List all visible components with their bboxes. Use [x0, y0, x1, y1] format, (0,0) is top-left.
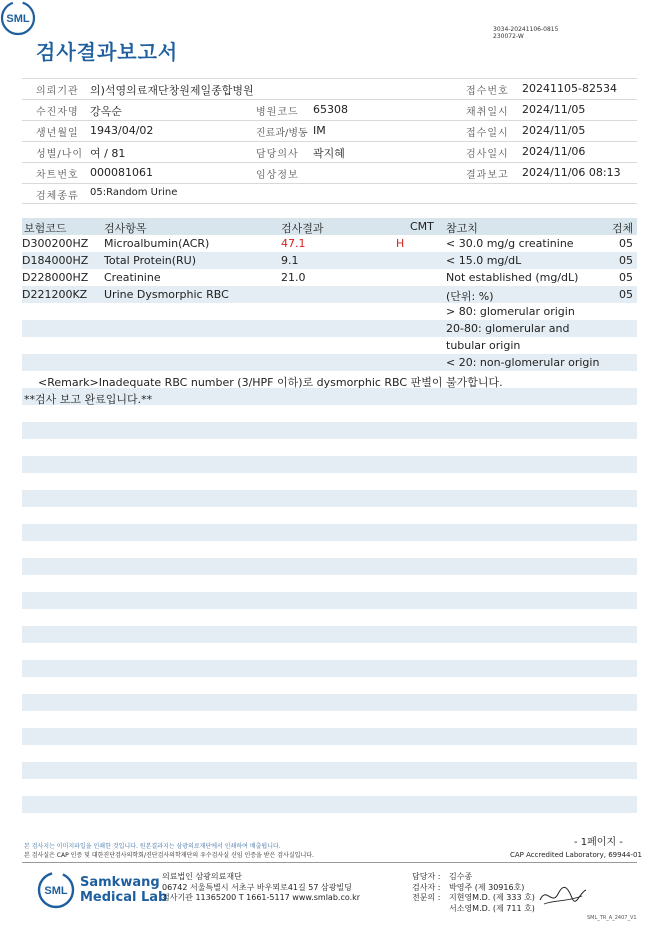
info-row-institution: 의뢰기관 의)석영의료재단창원제일종합병원 접수번호 20241105-82534 [36, 82, 617, 97]
table-row: D300200HZ Microalbumin(ACR) 47.1 H < 30.0 mg/g creatinine 05 [22, 237, 633, 250]
info-row-chart: 차트번호 000081061 임상정보 결과보고 2024/11/06 08:13 [36, 166, 621, 181]
cap-accreditation: CAP Accredited Laboratory, 69944-01 [510, 851, 642, 859]
reference-note: > 80: glomerular origin [446, 305, 575, 318]
patient-value: 강옥순 [90, 105, 122, 118]
print-notice: 본 검사지는 이미지파일을 인쇄한 것입니다. 원본결과지는 삼광의료재단에서 인쇄하여 배출됩니다. [24, 843, 281, 850]
remark-text: <Remark>Inadequate RBC number (3/HPF 이하)로 dysmorphic RBC 판별이 불가합니다. [38, 376, 503, 389]
collection-date-value: 2024/11/05 [522, 103, 586, 116]
svg-text:SML: SML [6, 13, 30, 25]
result-value-high: 47.1 [281, 237, 306, 250]
tested-date-value: 2024/11/06 [522, 145, 586, 158]
info-row-birth: 생년월일 1943/04/02 진료과/병동 IM 접수일시 2024/11/05 [36, 124, 586, 139]
header-item: 검사항목 [104, 222, 147, 235]
sml-logo-icon [36, 870, 76, 910]
document-code: 3034-20241106-0815 230072-W [493, 26, 559, 40]
sml-logo-icon [0, 0, 36, 36]
hospital-code-value: 65308 [313, 103, 348, 116]
birth-value: 1943/04/02 [90, 124, 154, 137]
dept-value: IM [313, 124, 326, 137]
header-specimen: 검체 [612, 222, 634, 235]
results-header [22, 218, 637, 235]
page-number: - 1페이지 - [574, 837, 623, 848]
certification-notice: 본 검사실은 CAP 인증 및 대한진단검사의학회/진단검사의학재단의 우수검사실 신임 인증을 받은 검사실입니다. [24, 852, 314, 859]
table-row: D184000HZ Total Protein(RU) 9.1 < 15.0 mg/dL 05 [22, 254, 633, 267]
chart-no-value: 000081061 [90, 166, 153, 179]
info-row-patient: 수진자명 강옥순 병원코드 65308 채취일시 2024/11/05 [36, 103, 586, 118]
header-code: 보험코드 [24, 222, 67, 235]
table-row: D221200KZ Urine Dysmorphic RBC (단위: %) 05 [22, 288, 633, 303]
header-result: 검사결과 [281, 222, 324, 235]
signature-icon [536, 880, 588, 910]
info-row-specimen: 검체종류 05:Random Urine [36, 187, 178, 202]
high-flag: H [396, 237, 405, 250]
header-ref: 참고치 [446, 222, 478, 235]
report-title: 검사결과보고서 [36, 40, 179, 64]
staff-labels: 담당자 : 검사자 : 전문의 : [412, 872, 441, 902]
sex-age-value: 여 / 81 [90, 147, 126, 160]
staff-names: 김수종 박영주 (제 30916호) 지현영M.D. (제 333 호) 서소영M.D. (제 711 호) [449, 872, 535, 913]
svg-text:SML: SML [44, 885, 68, 897]
institution-value: 의)석영의료재단창원제일종합병원 [90, 84, 254, 97]
receipt-no-value: 20241105-82534 [522, 82, 617, 95]
info-row-sex-age: 성별/나이 여 / 81 담당의사 곽지혜 검사일시 2024/11/06 [36, 145, 586, 160]
doctor-value: 곽지혜 [313, 147, 345, 160]
organization-info: 의료법인 삼광의료재단 06742 서울특별시 서초구 바우뫼로41길 57 삼광빌딩 검사기관 11365200 T 1661-5117 www.smlab.co.kr [162, 872, 361, 902]
reported-date-value: 2024/11/06 08:13 [522, 166, 621, 179]
specimen-value: 05:Random Urine [90, 187, 178, 198]
completion-text: **검사 보고 완료입니다.** [24, 393, 153, 406]
brand-name: Samkwang Medical Lab [80, 875, 168, 905]
reference-note: 20-80: glomerular and [446, 322, 570, 335]
reference-note: tubular origin [446, 339, 521, 352]
table-row: D228000HZ Creatinine 21.0 Not established (mg/dL) 05 [22, 271, 633, 284]
header-cmt: CMT [410, 220, 434, 233]
reference-note: < 20: non-glomerular origin [446, 356, 600, 369]
form-code: SML_TR_A_2407_V1 [587, 915, 637, 921]
received-date-value: 2024/11/05 [522, 124, 586, 137]
